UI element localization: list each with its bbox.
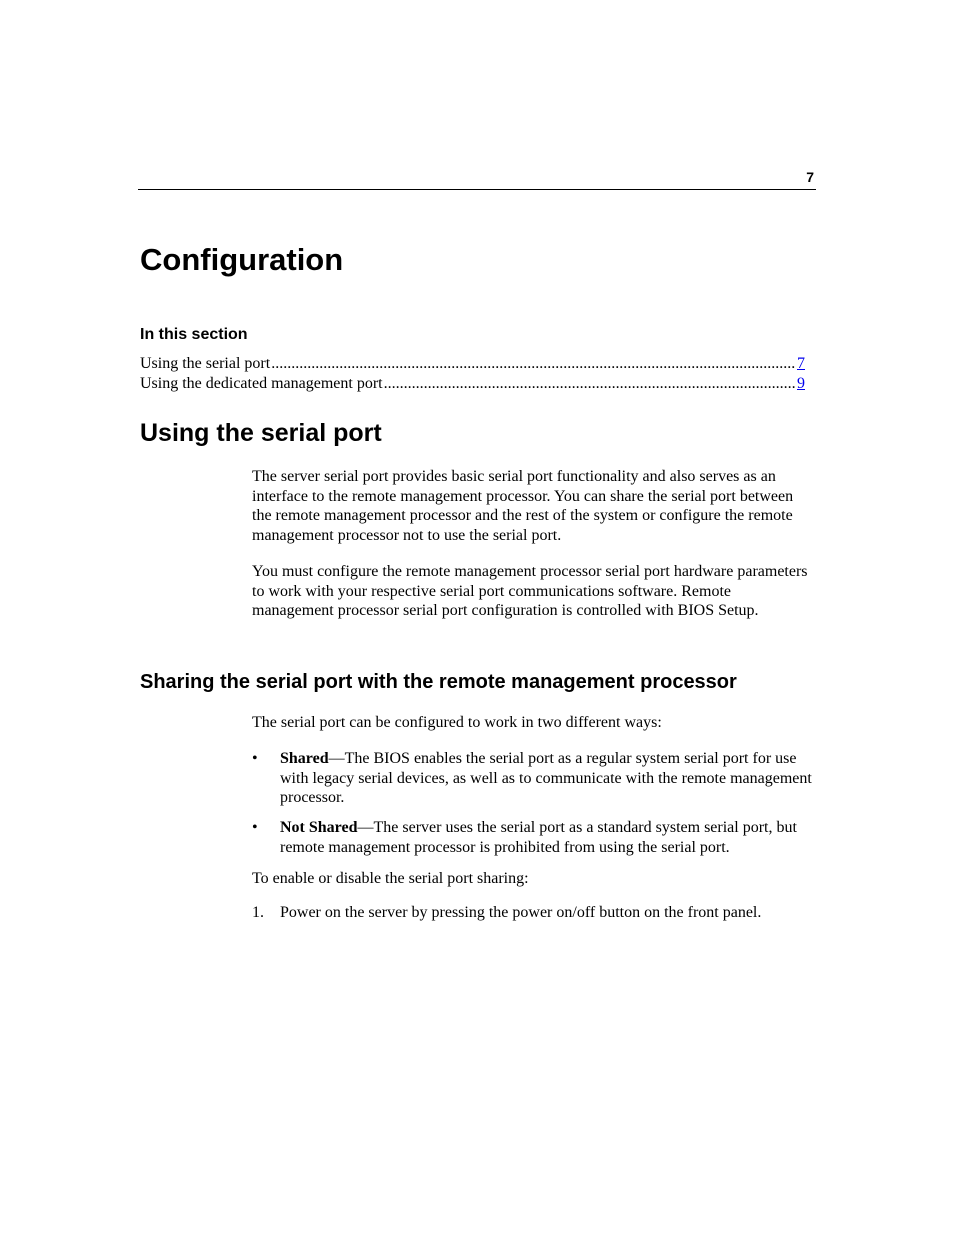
toc-list bbox=[140, 354, 805, 393]
section-paragraph: You must configure the remote management processor serial port hardware parameters to work with your respective serial port communications software. Remote management processor serial port configuration is controlled with BIOS Setup. bbox=[252, 563, 808, 619]
toc-page-link[interactable]: 7 bbox=[797, 355, 805, 372]
procedure-step bbox=[252, 903, 812, 923]
section-title: Using the serial port bbox=[140, 419, 382, 447]
toc-entry-label: Using the serial port bbox=[140, 355, 271, 372]
step-number: 1. bbox=[252, 904, 264, 921]
bullet-marker: • bbox=[252, 750, 258, 767]
bullet-text: —The BIOS enables the serial port as a regular system serial port for use with legacy serial devices, as well as to communicate with the remote management processor. bbox=[280, 750, 812, 806]
bullet-list bbox=[252, 749, 812, 857]
bullet-marker: • bbox=[252, 819, 258, 836]
header-rule bbox=[138, 189, 816, 190]
subsection-title: Sharing the serial port with the remote management processor bbox=[140, 671, 737, 693]
toc-entry-label: Using the dedicated management port bbox=[140, 374, 383, 392]
toc-heading: In this section bbox=[140, 326, 248, 343]
bullet-text: —The server uses the serial port as a standard system serial port, but remote management processor is prohibited from using the serial port. bbox=[280, 819, 797, 856]
bullet-item-not-shared bbox=[252, 818, 812, 857]
section-paragraph: The server serial port provides basic serial port functionality and also serves as an interface to the remote management processor. You can share the serial port between the remote management processor and the rest of the system or configure the remote management processor not to use the serial port. bbox=[252, 468, 794, 544]
toc-leader-dots bbox=[384, 374, 796, 394]
page-number: 7 bbox=[806, 169, 814, 185]
bullet-item-shared bbox=[252, 749, 812, 808]
toc-page-link[interactable]: 9 bbox=[797, 374, 805, 392]
step-text: Power on the server by pressing the power on/off button on the front panel. bbox=[280, 904, 762, 921]
procedure-intro: To enable or disable the serial port sharing: bbox=[252, 870, 529, 887]
bullet-term: Not Shared bbox=[280, 819, 358, 836]
bullet-term: Shared bbox=[280, 750, 329, 767]
toc-entry-management-port[interactable] bbox=[140, 374, 805, 394]
toc-leader-dots bbox=[271, 354, 796, 374]
subsection-intro: The serial port can be configured to work in two different ways: bbox=[252, 714, 662, 731]
toc-entry-serial-port[interactable] bbox=[140, 354, 805, 374]
chapter-title: Configuration bbox=[140, 242, 344, 277]
